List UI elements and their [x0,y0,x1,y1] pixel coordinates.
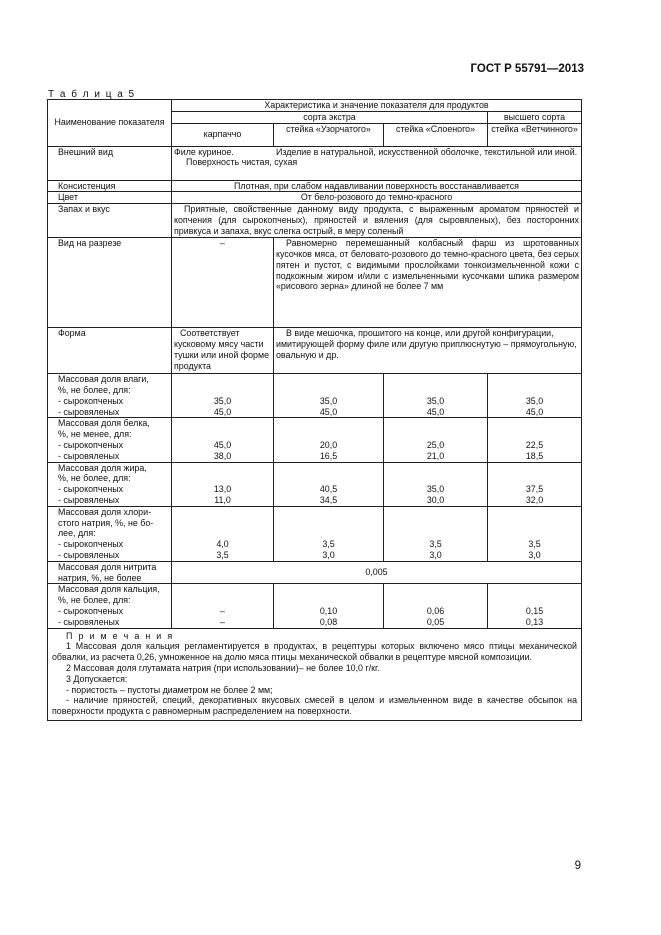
moisture-dried-value: 45,0 [426,406,445,417]
label-line: %, не менее, для: [58,429,132,440]
protein-dried-value: 16,5 [319,450,338,461]
label-line: натрия, %, не более [58,572,142,583]
header-characteristic: Характеристика и значение показателя для продуктов [172,100,582,112]
salt-col-2 [384,506,488,561]
shape-carpaccio: Соответствует кусковому мясу части тушки или иной форме продукта [172,328,274,374]
sub-smoked: - сырокопченых [58,439,124,450]
note-item: 2 Массовая доля глутамата натрия (при использовании)– не более 10,0 г/кг. [66,662,380,673]
protein-col-1 [274,418,384,462]
label-line: стого натрия, %, не бо- [58,517,154,528]
calcium-col-3 [488,584,582,628]
salt-col-1 [274,506,384,561]
sub-dried: - сыровяленых [58,494,120,505]
sub-dried: - сыровяленых [58,450,120,461]
calcium-dried-value: 0,08 [319,616,338,627]
fat-smoked-value: 35,0 [426,484,445,495]
salt-dried-value: 3,0 [322,549,335,560]
protein-smoked-value: 45,0 [213,439,232,450]
table-caption: Т а б л и ц а 5 [48,89,136,100]
fat-smoked-value: 40,5 [319,484,338,495]
header-higher-grade: высшего сорта [488,111,582,123]
label-line: %, не более, для: [58,473,131,484]
header-uzorch: стейка «Узорчатого» [274,123,384,146]
salt-col-0 [172,506,274,561]
protein-dried-value: 18,5 [525,450,544,461]
row-label-calcium [48,584,172,628]
protein-col-0 [172,418,274,462]
calcium-col-1 [274,584,384,628]
salt-smoked-value: 3,5 [528,539,541,550]
calcium-dried-value: 0,05 [426,616,445,627]
calcium-smoked-value: – [220,605,225,616]
nitrite-value: 0,005 [172,561,582,584]
label-line: лее, для: [58,528,96,539]
indicators-table [47,99,582,721]
row-label-appearance: Внешний вид [48,146,172,180]
moisture-smoked-value: 35,0 [319,395,338,406]
moisture-dried-value: 45,0 [319,406,338,417]
salt-dried-value: 3,0 [429,549,442,560]
fat-col-3 [488,462,582,506]
sub-dried: - сыровяленых [58,549,120,560]
fat-dried-value: 34,5 [319,494,338,505]
header-sloen: стейка «Слоеного» [384,123,488,146]
calcium-smoked-value: 0,06 [426,605,445,616]
label-line: %, не более, для: [58,384,131,395]
note-item: - пористость – пустоты диаметром не более 2 мм; [66,684,273,695]
shape-others: В виде мешочка, прошитого на конце, или другой конфигурации, имитирующей форму филе или другую приплюснутую – прямоугольную, овальную и др. [274,328,582,374]
label-line: %, не более, для: [58,595,131,606]
header-carpaccio: карпаччо [172,123,274,146]
consistency-text: Плотная, при слабом надавливании поверхность восстанавливается [172,180,582,192]
section-carpaccio: – [172,238,274,328]
sub-smoked: - сырокопченых [58,539,124,550]
calcium-col-2 [384,584,488,628]
color-text: От бело-розового до темно-красного [172,192,582,204]
label-line: Массовая доля нитрита [58,561,157,572]
row-label-color: Цвет [48,192,172,204]
protein-col-3 [488,418,582,462]
row-label-moisture [48,374,172,418]
row-label-shape: Форма [48,328,172,374]
moisture-smoked-value: 35,0 [525,395,544,406]
label-line: Массовая доля кальция, [58,584,160,595]
page-number: 9 [574,860,581,872]
sub-dried: - сыровяленых [58,406,120,417]
row-label-consistency: Консистенция [48,180,172,192]
calcium-smoked-value: 0,15 [525,605,544,616]
salt-dried-value: 3,0 [528,549,541,560]
moisture-dried-value: 45,0 [213,406,232,417]
moisture-col-1 [274,374,384,418]
protein-dried-value: 21,0 [426,450,445,461]
section-others: Равномерно перемешанный колбасный фарш из шротованных кусочков мяса, от беловато-розового до темно-красного цвета, без серых пятен и пустот, с видимыми прослойками тонкоизмельченной кожи с подкожным жиром и/или с измельченными кусочками шпика размером «рисового зерна» длиной не более 7 мм [274,238,582,328]
header-extra-grade: сорта экстра [172,111,488,123]
note-item: 3 Допускается: [66,673,128,684]
moisture-col-0 [172,374,274,418]
protein-col-2 [384,418,488,462]
sub-smoked: - сырокопченых [58,395,124,406]
sub-dried: - сыровяленых [58,616,120,627]
appearance-others: Изделие в натуральной, искусственной оболочке, текстильной или иной. [276,146,578,157]
label-line: Массовая доля хлори- [58,506,152,517]
row-label-section: Вид на разрезе [48,238,172,328]
appearance-surface: Поверхность чистая, сухая [186,157,298,168]
row-label-nitrite [48,561,172,584]
smell-text: Приятные, свойственные данному виду продукта, с выраженным ароматом пряностей и копчения (для сырокопченых), пряностей и вяления (для сыровяленых), без посторонних привкуса и запаха, вкус слегка острый, в меру соленый [172,204,582,238]
fat-smoked-value: 13,0 [213,484,232,495]
salt-smoked-value: 3,5 [429,539,442,550]
note-item: 1 Массовая доля кальция регламентируется в продуктах, в рецептуры которых включено мясо птицы механической обвалки, из расчета 0,26, умноженное на долю мяса птицы механической обвалки в рецептуре мясной композиции. [52,641,577,663]
fat-col-2 [384,462,488,506]
calcium-col-0 [172,584,274,628]
row-label-smell: Запах и вкус [48,204,172,238]
salt-smoked-value: 3,5 [322,539,335,550]
fat-smoked-value: 37,5 [525,484,544,495]
fat-dried-value: 32,0 [525,494,544,505]
label-line: Массовая доля влаги, [58,374,149,385]
salt-dried-value: 3,5 [216,549,229,560]
notes-title: П р и м е ч а н и я [66,630,174,641]
calcium-dried-value: – [220,616,225,627]
appearance-cell [172,146,582,180]
moisture-dried-value: 45,0 [525,406,544,417]
protein-smoked-value: 22,5 [525,439,544,450]
header-vetchin: стейка «Ветчинного» [488,123,582,146]
calcium-dried-value: 0,13 [525,616,544,627]
fat-col-0 [172,462,274,506]
moisture-col-3 [488,374,582,418]
fat-col-1 [274,462,384,506]
label-line: Массовая доля жира, [58,462,147,473]
salt-smoked-value: 4,0 [216,539,229,550]
sub-smoked: - сырокопченых [58,605,124,616]
note-item: - наличие пряностей, специй, декоративных вкусовых смесей в целом и измельченном виде в качестве обсыпок на поверхности продукта с равномерным распределением на поверхности. [52,695,577,717]
salt-col-3 [488,506,582,561]
moisture-smoked-value: 35,0 [213,395,232,406]
row-label-protein [48,418,172,462]
moisture-smoked-value: 35,0 [426,395,445,406]
protein-smoked-value: 20,0 [319,439,338,450]
moisture-col-2 [384,374,488,418]
row-label-fat [48,462,172,506]
header-indicator: Наименование показателя [48,100,172,147]
protein-dried-value: 38,0 [213,450,232,461]
notes-cell [48,628,582,720]
standard-number: ГОСТ Р 55791—2013 [470,63,584,75]
sub-smoked: - сырокопченых [58,484,124,495]
row-label-salt [48,506,172,561]
calcium-smoked-value: 0,10 [319,605,338,616]
label-line: Массовая доля белка, [58,418,150,429]
appearance-carpaccio: Филе куриное. [174,146,234,157]
fat-dried-value: 11,0 [214,494,231,505]
fat-dried-value: 30,0 [426,494,445,505]
protein-smoked-value: 25,0 [426,439,445,450]
